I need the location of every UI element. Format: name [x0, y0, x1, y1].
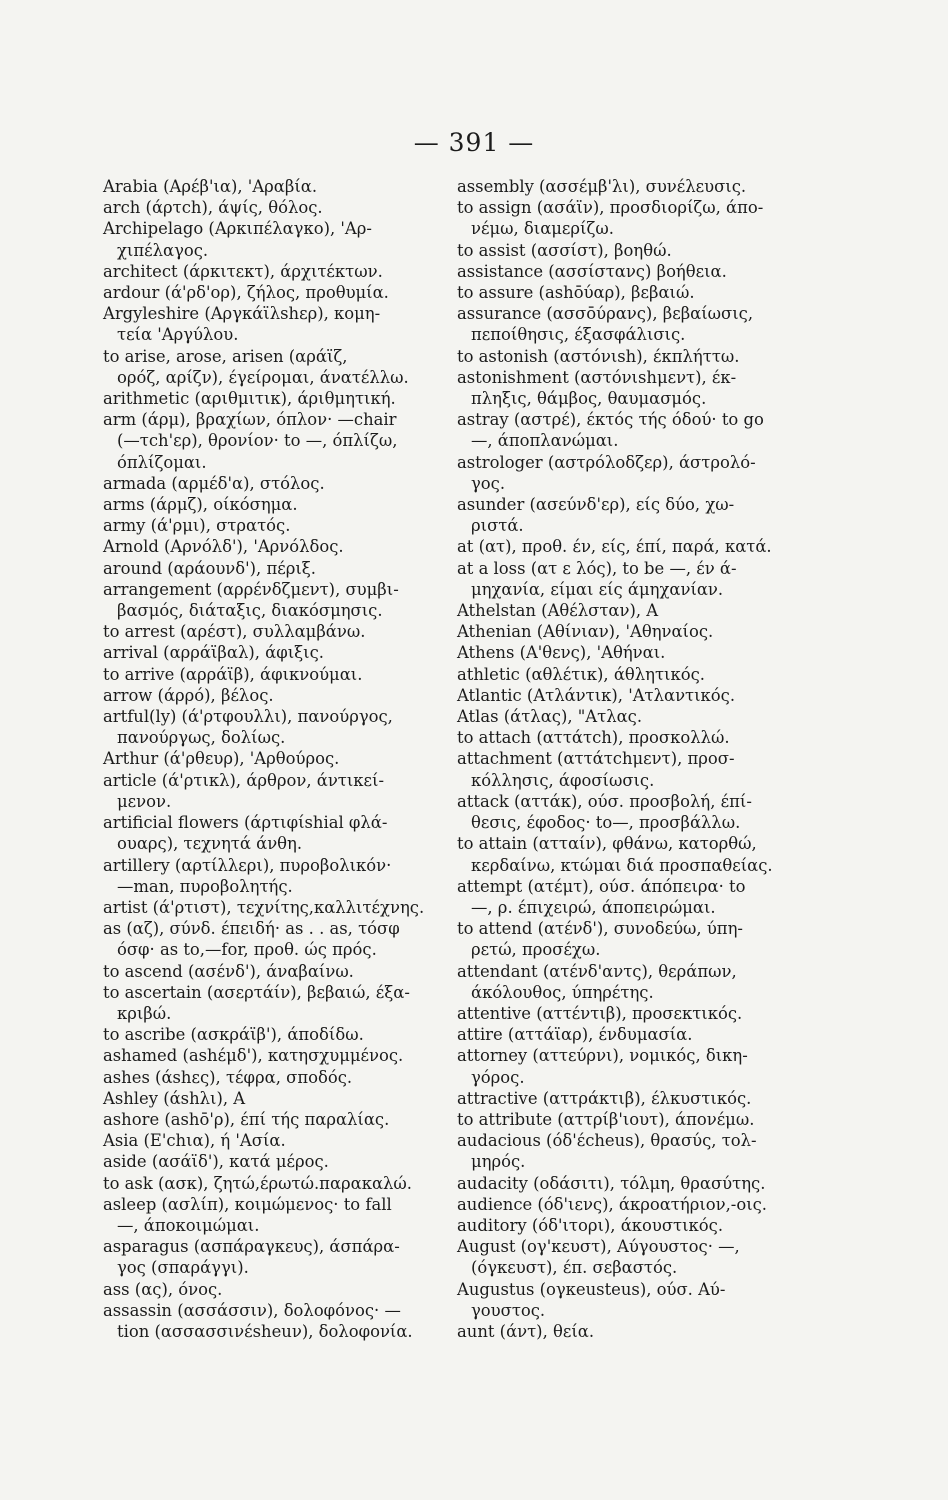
dictionary-entry	[103, 642, 495, 663]
dictionary-entry	[103, 176, 495, 197]
right-column	[457, 176, 849, 1342]
dictionary-entry	[457, 197, 849, 239]
entry-line: asparagus (ασπάραγκευς), άσπάρα-	[103, 1237, 400, 1257]
dictionary-entry	[103, 303, 495, 345]
dictionary-entry	[103, 1088, 495, 1109]
entry-line: ashamed (ashέμδ'), κατησχυμμένος.	[103, 1046, 404, 1066]
dictionary-entry	[457, 706, 849, 727]
dictionary-entry	[457, 685, 849, 706]
entry-line: ashes (άshες), τέφρα, σποδός.	[103, 1067, 353, 1087]
entry-line: audacity (οδάσιτι), τόλμη, θρασύτης.	[457, 1173, 766, 1193]
entry-continuation-line: θεσις, έφοδος· to—, προσβάλλω.	[471, 813, 741, 833]
dictionary-entry	[103, 897, 495, 918]
entry-line: to assign (ασάϊν), προσδιορίζω, άπο-	[457, 198, 764, 218]
entry-line: to assure (ashōύαρ), βεβαιώ.	[457, 283, 695, 303]
entry-line: Arnold (Aρνόλδ'), 'Αρνόλδος.	[103, 537, 344, 557]
page-number: — 391 —	[413, 128, 535, 157]
dictionary-entry	[457, 1088, 849, 1109]
dictionary-entry	[103, 961, 495, 982]
entry-line: arrangement (αρρένδζμεντ), συμβι-	[103, 579, 399, 599]
entry-continuation-line: άκόλουθος, ύπηρέτης.	[471, 982, 654, 1002]
entry-continuation-line: νέμω, διαμερίζω.	[471, 219, 614, 239]
entry-continuation-line: ρετώ, προσέχω.	[471, 940, 601, 960]
dictionary-entry	[103, 1045, 495, 1066]
dictionary-entry	[103, 621, 495, 642]
entry-line: armada (αρμέδ'α), στόλος.	[103, 473, 325, 493]
entry-line: audience (όδ'ιενς), άκροατήριον,-οις.	[457, 1194, 768, 1214]
entry-line: to astonish (αστόνιsh), έκπλήττω.	[457, 346, 740, 366]
entry-line: ardour (ά'ρδ'ορ), ζήλος, προθυμία.	[103, 283, 389, 303]
dictionary-entry	[457, 961, 849, 1003]
entry-line: Augustus (ογκeusteus), ούσ. Αύ-	[457, 1279, 726, 1299]
dictionary-entry	[103, 1173, 495, 1194]
entry-line: artillery (αρτίλλερι), πυροβολικόν·	[103, 855, 392, 875]
entry-line: attractive (αττράκτιβ), έλκυστικός.	[457, 1088, 752, 1108]
dictionary-entry	[103, 664, 495, 685]
entry-line: at (ατ), προθ. έν, είς, έπί, παρά, κατά.	[457, 537, 772, 557]
entry-line: asunder (ασεύνδ'ερ), είς δύο, χω-	[457, 495, 735, 515]
dictionary-entry	[103, 1130, 495, 1151]
entry-continuation-line: (όγκευστ), έπ. σεβαστός.	[471, 1258, 678, 1278]
entry-line: attack (αττάκ), ούσ. προσβολή, έπί-	[457, 791, 752, 811]
entry-line: to attain (ατταίν), φθάνω, κατορθώ,	[457, 834, 757, 854]
entry-line: attendant (ατένδ'αντς), θεράπων,	[457, 961, 737, 981]
dictionary-entry	[457, 1194, 849, 1215]
dictionary-entry	[103, 1024, 495, 1045]
dictionary-entry	[457, 494, 849, 536]
dictionary-entry	[457, 600, 849, 621]
entry-line: August (ογ'κευστ), Αύγουστος· —,	[457, 1237, 740, 1257]
entry-continuation-line: πανούργως, δολίως.	[117, 728, 286, 748]
entry-line: astrologer (αστρόλοδζερ), άστρολό-	[457, 452, 756, 472]
entry-line: assembly (ασσέμβ'λι), συνέλευσις.	[457, 177, 747, 196]
entry-line: artificial flowers (άρτιφίshial φλά-	[103, 813, 388, 833]
entry-line: arithmetic (αριθμιτικ), άριθμητική.	[103, 389, 396, 409]
dictionary-entry	[103, 282, 495, 303]
entry-line: arrival (αρράϊβαλ), άφιξις.	[103, 643, 324, 663]
dictionary-entry	[103, 388, 495, 409]
entry-line: to attend (ατένδ'), συνοδεύω, ύπη-	[457, 919, 743, 939]
dictionary-entry	[457, 621, 849, 642]
entry-line: Arabia (Aρέβ'ια), 'Αραβία.	[103, 177, 318, 196]
entry-line: to ascend (ασένδ'), άναβαίνω.	[103, 961, 354, 981]
dictionary-entry	[103, 1279, 495, 1300]
entry-line: auditory (όδ'ιτορι), άκουστικός.	[457, 1215, 724, 1235]
entry-line: Argyleshire (Aργκάϊλshερ), κομη-	[103, 304, 381, 324]
entry-line: astray (αστρέ), έκτός τής όδού· to go	[457, 410, 764, 430]
dictionary-entry	[457, 791, 849, 833]
dictionary-entry	[103, 536, 495, 557]
entry-line: ashore (ashō'ρ), έπί τής παραλίας.	[103, 1109, 390, 1129]
dictionary-entry	[457, 1215, 849, 1236]
dictionary-entry	[457, 876, 849, 918]
entry-continuation-line: ορόζ, αρίζν), έγείρομαι, άνατέλλω.	[117, 367, 409, 387]
entry-continuation-line: —, άποκοιμώμαι.	[117, 1215, 260, 1235]
entry-line: audacious (όδ'έcheus), θρασύς, τολ-	[457, 1131, 757, 1151]
entry-line: army (ά'ρμι), στρατός.	[103, 516, 291, 536]
dictionary-entry	[457, 918, 849, 960]
dictionary-entry	[457, 1321, 849, 1342]
entry-continuation-line: μηχανία, είμαι είς άμηχανίαν.	[471, 579, 724, 599]
dictionary-entry	[457, 1024, 849, 1045]
dictionary-entry	[103, 855, 495, 897]
entry-line: around (αράουνδ'), πέριξ.	[103, 558, 317, 578]
entry-line: artist (ά'ρτιστ), τεχνίτης,καλλιτέχνης.	[103, 897, 425, 917]
entry-line: asleep (ασλίπ), κοιμώμενος· to fall	[103, 1194, 392, 1214]
dictionary-entry	[103, 579, 495, 621]
dictionary-entry	[457, 748, 849, 790]
entry-line: attire (αττάϊαρ), ένδυμασία.	[457, 1025, 693, 1045]
entry-continuation-line: ριστά.	[471, 516, 524, 536]
entry-continuation-line: tion (ασσασσινέsheuν), δολοφονία.	[117, 1321, 413, 1341]
dictionary-entry	[103, 685, 495, 706]
entry-line: to ascribe (ασκράϊβ'), άποδίδω.	[103, 1025, 364, 1045]
dictionary-entry	[457, 346, 849, 367]
entry-continuation-line: (—τch'ερ), θρονίον· to —, όπλίζω,	[117, 431, 398, 451]
dictionary-entry	[457, 1279, 849, 1321]
entry-line: to assist (ασσίστ), βοηθώ.	[457, 240, 672, 260]
entry-line: attentive (αττέντιβ), προσεκτικός.	[457, 1003, 743, 1023]
entry-line: assassin (ασσάσσιν), δολοφόνος· —	[103, 1300, 401, 1320]
entry-line: architect (άρκιτεκτ), άρχιτέκτων.	[103, 261, 383, 281]
dictionary-entry	[457, 1173, 849, 1194]
entry-continuation-line: μηρός.	[471, 1152, 526, 1172]
dictionary-entry	[103, 770, 495, 812]
dictionary-entry	[103, 409, 495, 473]
entry-continuation-line: τεία 'Αργύλου.	[117, 325, 239, 345]
entry-continuation-line: κριβώ.	[117, 1003, 172, 1023]
entry-continuation-line: πληξις, θάμβος, θαυμασμός.	[471, 389, 707, 409]
entry-continuation-line: βασμός, διάταξις, διακόσμησις.	[117, 601, 383, 621]
dictionary-entry	[457, 664, 849, 685]
entry-line: attorney (αττεύρνι), νομικός, δικη-	[457, 1046, 748, 1066]
dictionary-entry	[457, 1236, 849, 1278]
dictionary-entry	[103, 1151, 495, 1172]
dictionary-entry	[457, 1045, 849, 1087]
entry-line: Athenian (Aθίνιαν), 'Αθηναίος.	[457, 622, 714, 642]
dictionary-entry	[457, 1109, 849, 1130]
entry-line: Arthur (ά'ρθευρ), 'Αρθούρος.	[103, 749, 340, 769]
entry-line: to arrive (αρράϊβ), άφικνούμαι.	[103, 664, 363, 684]
dictionary-entry	[457, 1130, 849, 1172]
dictionary-entry	[457, 833, 849, 875]
entry-continuation-line: γόρος.	[471, 1067, 525, 1087]
entry-continuation-line: όσφ· as to,—for, προθ. ώς πρός.	[117, 940, 377, 960]
dictionary-entry	[457, 261, 849, 282]
dictionary-entry	[457, 282, 849, 303]
dictionary-entry	[103, 1236, 495, 1278]
entry-line: Archipelago (Aρκιπέλαγκο), 'Αρ-	[103, 219, 372, 239]
entry-line: Athelstan (Aθέλσταν), Α	[457, 601, 659, 621]
entry-line: aside (ασάϊδ'), κατά μέρος.	[103, 1152, 329, 1172]
entry-line: artful(ly) (ά'ρτφουλλι), πανούργος,	[103, 707, 393, 727]
entry-line: attempt (ατέμτ), ούσ. άπόπειρα· to	[457, 876, 746, 896]
entry-continuation-line: κερδαίνω, κτώμαι διά προσπαθείας.	[471, 855, 773, 875]
dictionary-entry	[103, 494, 495, 515]
dictionary-entry	[103, 982, 495, 1024]
dictionary-entry	[103, 1300, 495, 1342]
entry-line: Athens (A'θενς), 'Αθήναι.	[457, 643, 666, 663]
entry-continuation-line: —, άποπλανώμαι.	[471, 431, 619, 451]
dictionary-entry	[457, 409, 849, 451]
entry-line: Asia (E'chια), ή 'Ασία.	[103, 1131, 286, 1151]
dictionary-entry	[103, 346, 495, 388]
entry-line: at a loss (ατ ε λός), to be —, έν ά-	[457, 558, 737, 578]
dictionary-entry	[457, 558, 849, 600]
dictionary-entry	[457, 367, 849, 409]
entry-line: astonishment (αστόνιshμεντ), έκ-	[457, 367, 737, 387]
dictionary-entry	[103, 706, 495, 748]
entry-line: to attach (αττάτch), προσκολλώ.	[457, 728, 730, 748]
dictionary-entry	[457, 303, 849, 345]
entry-continuation-line: ουαρς), τεχνητά άνθη.	[117, 834, 303, 854]
entry-line: Ashley (άshλι), Α	[103, 1088, 246, 1108]
entry-line: arrow (άρρό), βέλος.	[103, 685, 274, 705]
dictionary-entry	[103, 1109, 495, 1130]
dictionary-entry	[103, 812, 495, 854]
entry-line: ass (ας), όνος.	[103, 1279, 223, 1299]
entry-line: assistance (ασσίστανς) βοήθεια.	[457, 261, 727, 281]
dictionary-entry	[457, 176, 849, 197]
entry-line: article (ά'ρτικλ), άρθρον, άντικεί-	[103, 770, 385, 790]
dictionary-entry	[457, 727, 849, 748]
entry-line: to attribute (αττρίβ'ιουτ), άπονέμω.	[457, 1109, 755, 1129]
entry-continuation-line: γουστος.	[471, 1300, 546, 1320]
dictionary-entry	[103, 1194, 495, 1236]
dictionary-entry	[103, 918, 495, 960]
left-column	[103, 176, 495, 1342]
entry-line: as (αζ), σύνδ. έπειδή· as . . as, τόσφ	[103, 919, 400, 939]
dictionary-entry	[103, 1067, 495, 1088]
dictionary-entry	[103, 748, 495, 769]
entry-line: athletic (αθλέτικ), άθλητικός.	[457, 664, 705, 684]
entry-continuation-line: μενον.	[117, 791, 172, 811]
entry-line: arms (άρμζ), οίκόσημα.	[103, 495, 298, 515]
entry-line: aunt (άντ), θεία.	[457, 1321, 595, 1341]
dictionary-entry	[103, 515, 495, 536]
entry-continuation-line: κόλλησις, άφοσίωσις.	[471, 770, 655, 790]
dictionary-entry	[103, 473, 495, 494]
dictionary-entry	[457, 452, 849, 494]
entry-continuation-line: όπλίζομαι.	[117, 452, 207, 472]
dictionary-entry	[457, 1003, 849, 1024]
entry-continuation-line: —, ρ. έπιχειρώ, άποπειρώμαι.	[471, 897, 716, 917]
dictionary-entry	[457, 240, 849, 261]
dictionary-entry	[103, 218, 495, 260]
entry-line: to arise, arose, arisen (αράϊζ,	[103, 346, 348, 366]
entry-line: Atlantic (Ατλάντικ), 'Ατλαντικός.	[457, 685, 736, 705]
entry-continuation-line: γος.	[471, 473, 506, 493]
entry-continuation-line: —man, πυροβολητής.	[117, 876, 293, 896]
dictionary-entry	[103, 261, 495, 282]
dictionary-entry	[457, 536, 849, 557]
entry-line: arm (άρμ), βραχίων, όπλον· —chair	[103, 410, 397, 430]
entry-line: Atlas (άτλας), "Ατλας.	[457, 707, 643, 727]
entry-continuation-line: γος (σπαράγγι).	[117, 1258, 249, 1278]
entry-line: to arrest (αρέστ), συλλαμβάνω.	[103, 622, 366, 642]
entry-line: to ascertain (ασερτάίν), βεβαιώ, έξα-	[103, 982, 410, 1002]
entry-line: arch (άρτch), άψίς, θόλος.	[103, 198, 323, 218]
dictionary-entry	[103, 197, 495, 218]
entry-line: attachment (αττάτchμεντ), προσ-	[457, 749, 735, 769]
entry-continuation-line: χιπέλαγος.	[117, 240, 209, 260]
entry-line: to ask (ασκ), ζητώ,έρωτώ.παρακαλώ.	[103, 1173, 413, 1193]
entry-line: assurance (ασσōύρανς), βεβαίωσις,	[457, 304, 754, 324]
entry-continuation-line: πεποίθησις, έξασφάλισις.	[471, 325, 686, 345]
dictionary-entry	[457, 642, 849, 663]
dictionary-entry	[103, 558, 495, 579]
